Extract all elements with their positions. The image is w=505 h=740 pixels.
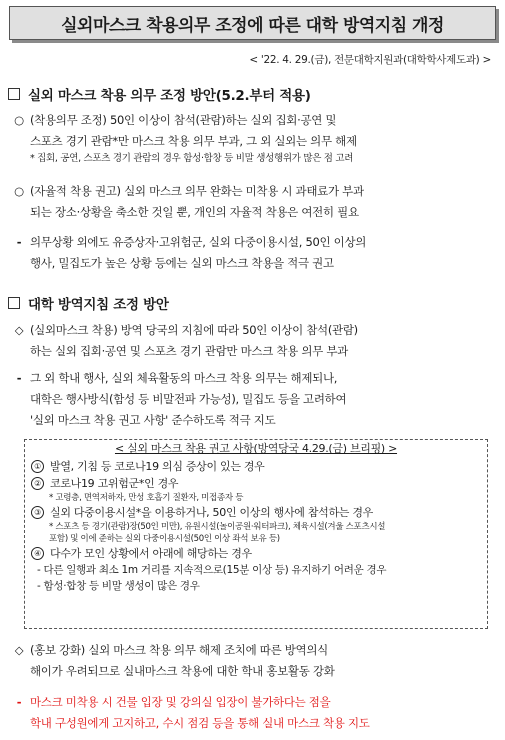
s1-item1-line2: 스포츠 경기 관람*만 마스크 착용 의무 부과, 그 외 실외는 의무 해제 <box>30 134 357 148</box>
box-item-3-note2: 포함) 및 이에 준하는 실외 다중이용시설(50인 이상 좌석 보유 등) <box>49 534 280 544</box>
circle-bullet-icon: ○ <box>14 184 24 198</box>
section2-item2 <box>8 368 498 431</box>
circle-bullet-icon: ○ <box>14 113 24 127</box>
s2-item2-line2: 대학은 행사방식(함성 등 비말전파 가능성), 밀집도 등을 고려하여 <box>30 392 347 406</box>
s2-item3-line1: (홍보 강화) 실외 마스크 착용 의무 해제 조치에 따른 방역의식 <box>30 643 328 657</box>
box-item-2: ② 코로나19 고위험군*인 경우 <box>25 475 487 492</box>
number-3-icon: ③ <box>31 506 44 519</box>
s1-item2-line2: 되는 장소·상황을 축소한 것일 뿐, 개인의 자율적 착용은 여전히 필요 <box>30 205 359 219</box>
section2-item1 <box>8 320 498 362</box>
box-item-3-note1: * 스포츠 등 경기(관람)장(50인 미만), 유원시설(놀이공원·워터파크), 체육시설(겨울 스포츠시설 <box>49 522 386 532</box>
section1-item3 <box>8 232 498 274</box>
s2-item4-line1: 마스크 미착용 시 건물 입장 및 강의실 입장이 불가하다는 점을 <box>30 695 331 709</box>
number-1-icon: ① <box>31 460 44 473</box>
document-title: 실외마스크 착용의무 조정에 따른 대학 방역지침 개정 <box>9 6 496 40</box>
diamond-bullet-icon: ◇ <box>14 643 24 657</box>
s2-item2-line3: '실외 마스크 착용 권고 사항' 준수하도록 적극 지도 <box>30 413 276 427</box>
square-bullet-icon <box>8 297 20 309</box>
section1-item2 <box>8 181 498 223</box>
section2-item4 <box>8 692 498 734</box>
s1-item3-line2: 행사, 밀집도가 높은 상황 등에는 실외 마스크 착용을 적극 권고 <box>30 256 334 270</box>
section1-heading-text: 실외 마스크 착용 의무 조정 방안(5.2.부터 적용) <box>28 88 311 104</box>
s2-item4-line2: 학내 구성원에게 고지하고, 수시 점검 등을 통해 실내 마스크 착용 지도 <box>30 716 370 730</box>
dash-bullet: - <box>16 371 22 385</box>
section1-heading <box>8 84 311 104</box>
section1-item1 <box>8 110 498 166</box>
s2-item3-line2: 해이가 우려되므로 실내마스크 착용에 대한 학내 홍보활동 강화 <box>30 664 335 678</box>
s2-item1-line1: (실외마스크 착용) 방역 당국의 지침에 따라 50인 이상이 참석(관람) <box>30 323 358 337</box>
number-4-icon: ④ <box>31 547 44 560</box>
s2-item1-line2: 하는 실외 집회·공연 및 스포츠 경기 관람만 마스크 착용 의무 부과 <box>30 344 348 358</box>
section2-item3 <box>8 640 498 682</box>
document-subtitle: < '22. 4. 29.(금), 전문대학지원과(대학학사제도과) > <box>249 54 491 66</box>
box-item-2-note: * 고령층, 면역저하자, 만성 호흡기 질환자, 미접종자 등 <box>49 493 244 503</box>
box-item-1: ① 발열, 기침 등 코로나19 의심 증상이 있는 경우 <box>25 458 487 475</box>
s1-item1-note: * 집회, 공연, 스포츠 경기 관람의 경우 함성·합창 등 비말 생성행위가 많은 점 고려 <box>30 153 354 164</box>
box-item-4-sub2: - 함성·합창 등 비말 생성이 많은 경우 <box>37 580 200 592</box>
s2-item2-line1: 그 외 학내 행사, 실외 체육활동의 마스크 착용 의무는 해제되나, <box>30 371 338 385</box>
s1-item1-line1: (착용의무 조정) 50인 이상이 참석(관람)하는 실외 집회·공연 및 <box>30 113 337 127</box>
square-bullet-icon <box>8 88 20 100</box>
section2-heading-text: 대학 방역지침 조정 방안 <box>28 297 169 313</box>
box-item-3: ③ 실외 다중이용시설*을 이용하거나, 50인 이상의 행사에 참석하는 경우 <box>25 504 487 521</box>
section2-heading <box>8 293 169 313</box>
s1-item3-line1: 의무상황 외에도 유증상자·고위험군, 실외 다중이용시설, 50인 이상의 <box>30 235 367 249</box>
box-item-4: ④ 다수가 모인 상황에서 아래에 해당하는 경우 <box>25 545 487 562</box>
mask-recommendation-box <box>24 439 488 629</box>
number-2-icon: ② <box>31 477 44 490</box>
dash-bullet: - <box>16 235 22 249</box>
box-title: < 실외 마스크 착용 권고 사항(방역당국 4.29.(금) 브리핑) > <box>114 442 398 455</box>
diamond-bullet-icon: ◇ <box>14 323 24 337</box>
s1-item2-line1: (자율적 착용 권고) 실외 마스크 의무 완화는 미착용 시 과태료가 부과 <box>30 184 364 198</box>
box-item-4-sub1: - 다른 일행과 최소 1m 거리를 지속적으로(15분 이상 등) 유지하기 어려운 경우 <box>37 564 387 576</box>
dash-bullet: - <box>16 695 22 709</box>
